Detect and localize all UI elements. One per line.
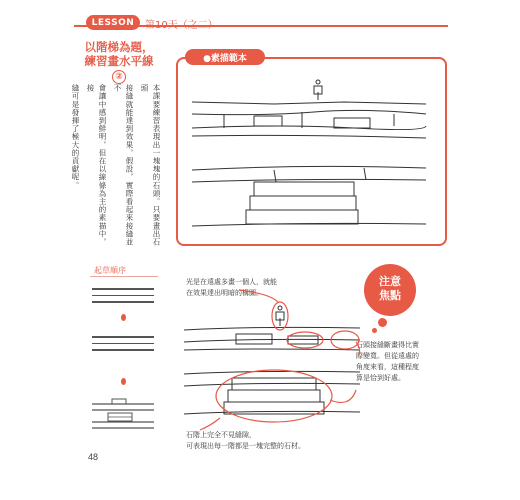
focus-badge-line2: 焦點 — [379, 289, 401, 302]
stair-sketch — [184, 74, 444, 244]
note-bottom: 石階上完全不見縫隙， 可表現出每一階都是一塊完整的石材。 — [186, 431, 305, 450]
lesson-badge: LESSON — [86, 15, 140, 30]
section-number: ② — [112, 70, 126, 84]
step-1-lines — [92, 288, 154, 308]
note-top: 光是在遠處多畫一個人，就能 在效果達出明暗的構圖。 — [186, 278, 277, 297]
badge-bubble — [372, 328, 377, 333]
page-number: 48 — [88, 452, 99, 462]
body-paragraph: 接縫就能達到效果，假設，實際看起來接縫並不 — [113, 84, 134, 246]
note-right: 石頭接縫斷畫得比實 際變寬。但從遠處的 角度來看，這種程度 算是恰到好處。 — [356, 341, 419, 382]
step-marker — [121, 314, 126, 321]
step-2-lines — [92, 336, 154, 356]
section-title-line1: 以階梯為題， — [84, 40, 154, 54]
step-marker — [121, 378, 126, 385]
body-paragraph: 縫可是發揮了極大的貢獻呢。 — [71, 84, 80, 190]
annotated-stair-sketch — [180, 290, 370, 440]
steps-title: 起草順序 — [94, 266, 126, 275]
badge-bubble — [378, 318, 387, 327]
focus-badge-line1: 注意 — [379, 275, 401, 288]
focus-badge — [364, 264, 416, 316]
body-text — [71, 84, 162, 252]
section-title — [76, 40, 162, 84]
sketch-sample-label: ●素描範本 — [185, 49, 265, 65]
section-title-line2: 練習畫水平線 — [84, 54, 154, 68]
step-3-sketch — [90, 398, 160, 438]
body-paragraph: 本課要練習表現出一塊塊的石頭。只要畫出石頭 — [140, 84, 161, 246]
steps-divider — [90, 276, 158, 277]
body-paragraph: 會讓中感到鮮明，但在以線條為主的素描中，接 — [86, 84, 107, 246]
lesson-title: 第10天（之二） — [145, 20, 218, 31]
